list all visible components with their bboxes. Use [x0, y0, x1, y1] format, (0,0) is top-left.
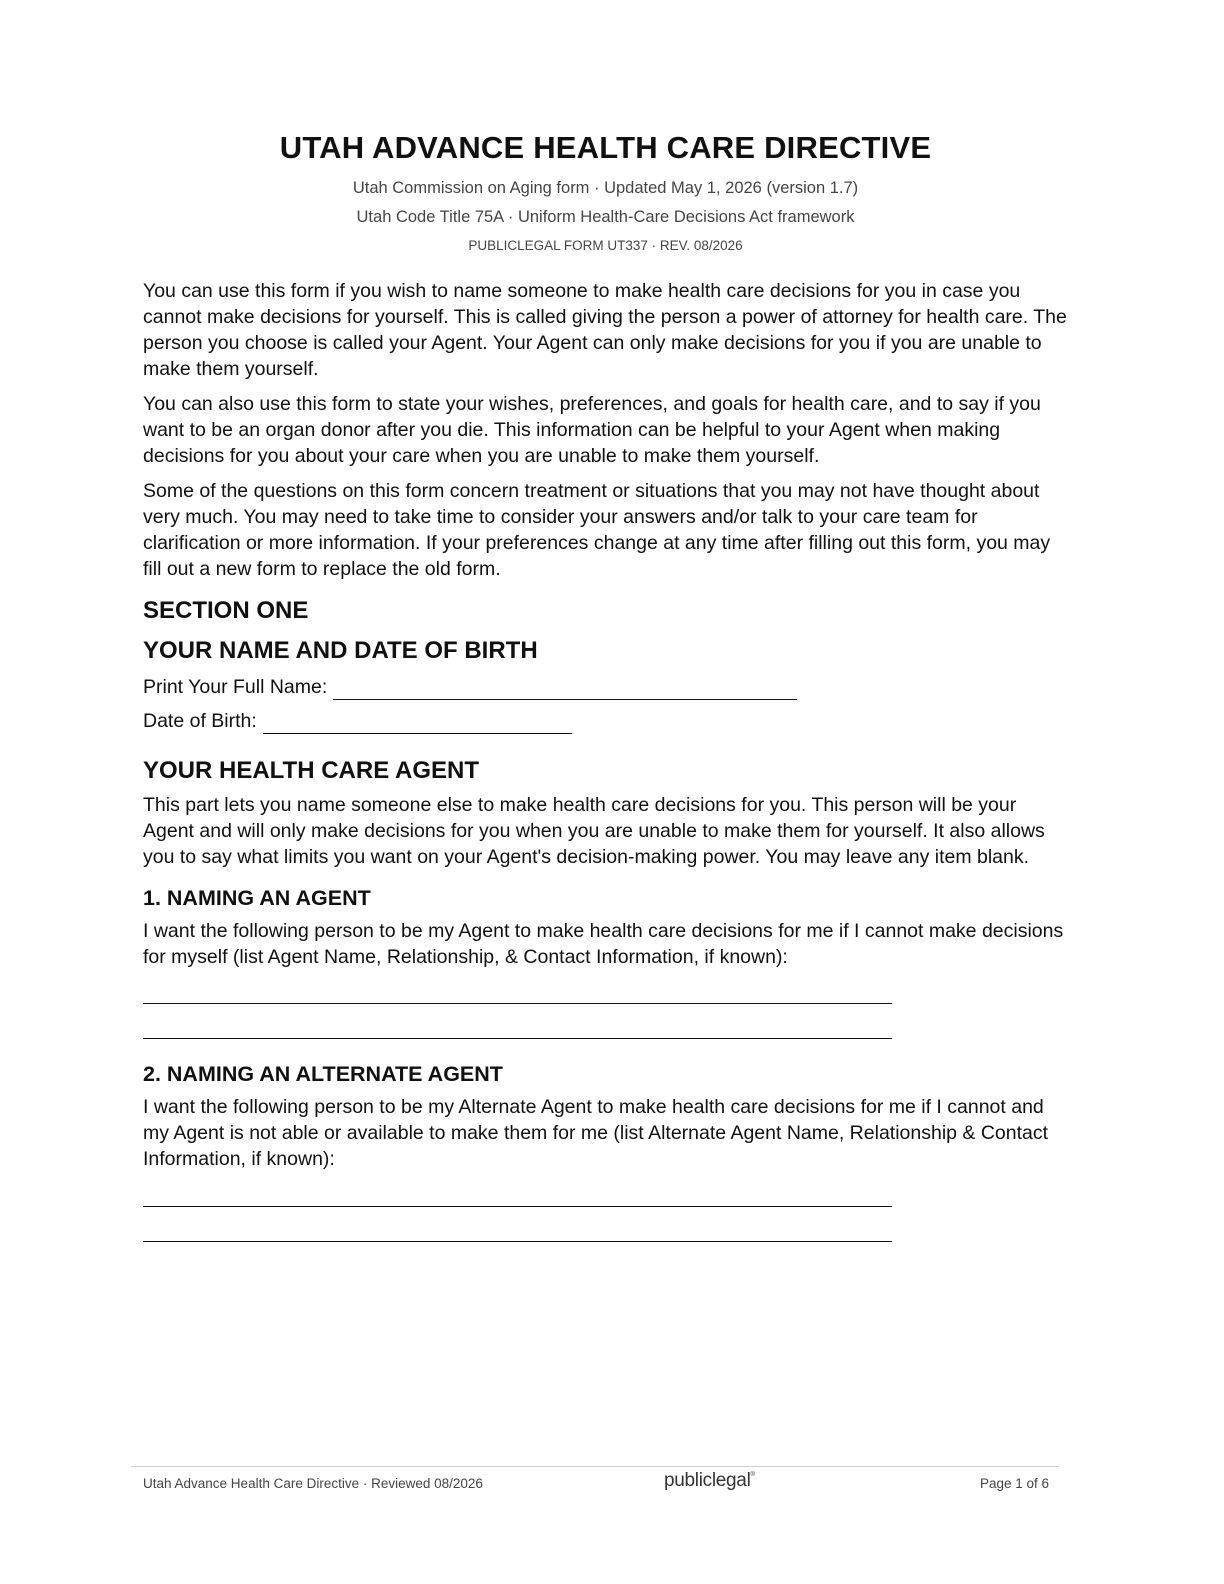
intro-paragraph-2: You can also use this form to state your wishes, preferences, and goals for health care, and to say if you want to be an organ donor after you die. This information can be helpful to your Agent when making decisions for you about your care when you are unable to make them yourself.: [143, 393, 1041, 467]
page-number: Page 1 of 6: [979, 1476, 1049, 1491]
date-of-birth-input[interactable]: [263, 713, 572, 734]
full-name-field: [143, 674, 1068, 700]
document-subtitle-version: Utah Commission on Aging form · Updated May 1, 2026 (version 1.7): [352, 179, 859, 197]
naming-alternate-agent-text: I want the following person to be my Alternate Agent to make health care decisions for me if I cannot and my Agent is not able or available to make them for me (list Alternate Agent Name, Relationship & Contact Information, if known):: [143, 1096, 1049, 1170]
agent-answer-line-2[interactable]: [143, 1038, 892, 1039]
alternate-agent-answer-line-2[interactable]: [143, 1241, 892, 1242]
page-footer: [131, 1466, 1059, 1491]
naming-agent-heading: 1. NAMING AN AGENT: [143, 886, 371, 910]
naming-alternate-agent-heading: 2. NAMING AN ALTERNATE AGENT: [143, 1062, 503, 1086]
document-page: [143, 128, 1068, 1242]
date-of-birth-label: Date of Birth:: [143, 710, 257, 732]
date-of-birth-field: [143, 708, 1068, 734]
agent-section-description: This part lets you name someone else to make health care decisions for you. This person will be your Agent and will only make decisions for you when you are unable to make them for yourself. It also allows you to say what limits you want on your Agent's decision-making power. You may leave any item blank.: [143, 794, 1045, 868]
intro-paragraph-3: Some of the questions on this form concern treatment or situations that you may not have thought about very much. You may need to take time to consider your answers and/or talk to your care team for clarification or more information. If your preferences change at any time after filling out this form, you may fill out a new form to replace the old form.: [143, 480, 1051, 580]
full-name-input[interactable]: [333, 679, 797, 700]
intro-paragraph-1: You can use this form if you wish to name someone to make health care decisions for you in case you cannot make decisions for yourself. This is called giving the person a power of attorney for health care. The person you choose is called your Agent. Your Agent can only make decisions for you if you are unable to make them yourself.: [143, 280, 1067, 380]
section-one-label: SECTION ONE: [143, 597, 309, 624]
form-code: PUBLICLEGAL FORM UT337 · REV. 08/2026: [468, 238, 743, 253]
footer-document-name: Utah Advance Health Care Directive · Reviewed 08/2026: [143, 1476, 483, 1491]
registered-mark: ®: [750, 1472, 755, 1478]
section-one-heading: YOUR NAME AND DATE OF BIRTH: [143, 637, 538, 664]
publiclegal-logo: [664, 1470, 755, 1492]
agent-section-heading: YOUR HEALTH CARE AGENT: [143, 757, 479, 784]
alternate-agent-answer-line-1[interactable]: [143, 1206, 892, 1207]
document-title: UTAH ADVANCE HEALTH CARE DIRECTIVE: [279, 130, 932, 165]
full-name-label: Print Your Full Name:: [143, 676, 328, 698]
publiclegal-logo-text: publiclegal: [664, 1470, 751, 1491]
agent-answer-line-1[interactable]: [143, 1003, 892, 1004]
naming-agent-text: I want the following person to be my Agent to make health care decisions for me if I cannot make decisions for myself (list Agent Name, Relationship, & Contact Information, if known):: [143, 920, 1064, 968]
document-subtitle-code: Utah Code Title 75A · Uniform Health-Care Decisions Act framework: [356, 208, 855, 226]
